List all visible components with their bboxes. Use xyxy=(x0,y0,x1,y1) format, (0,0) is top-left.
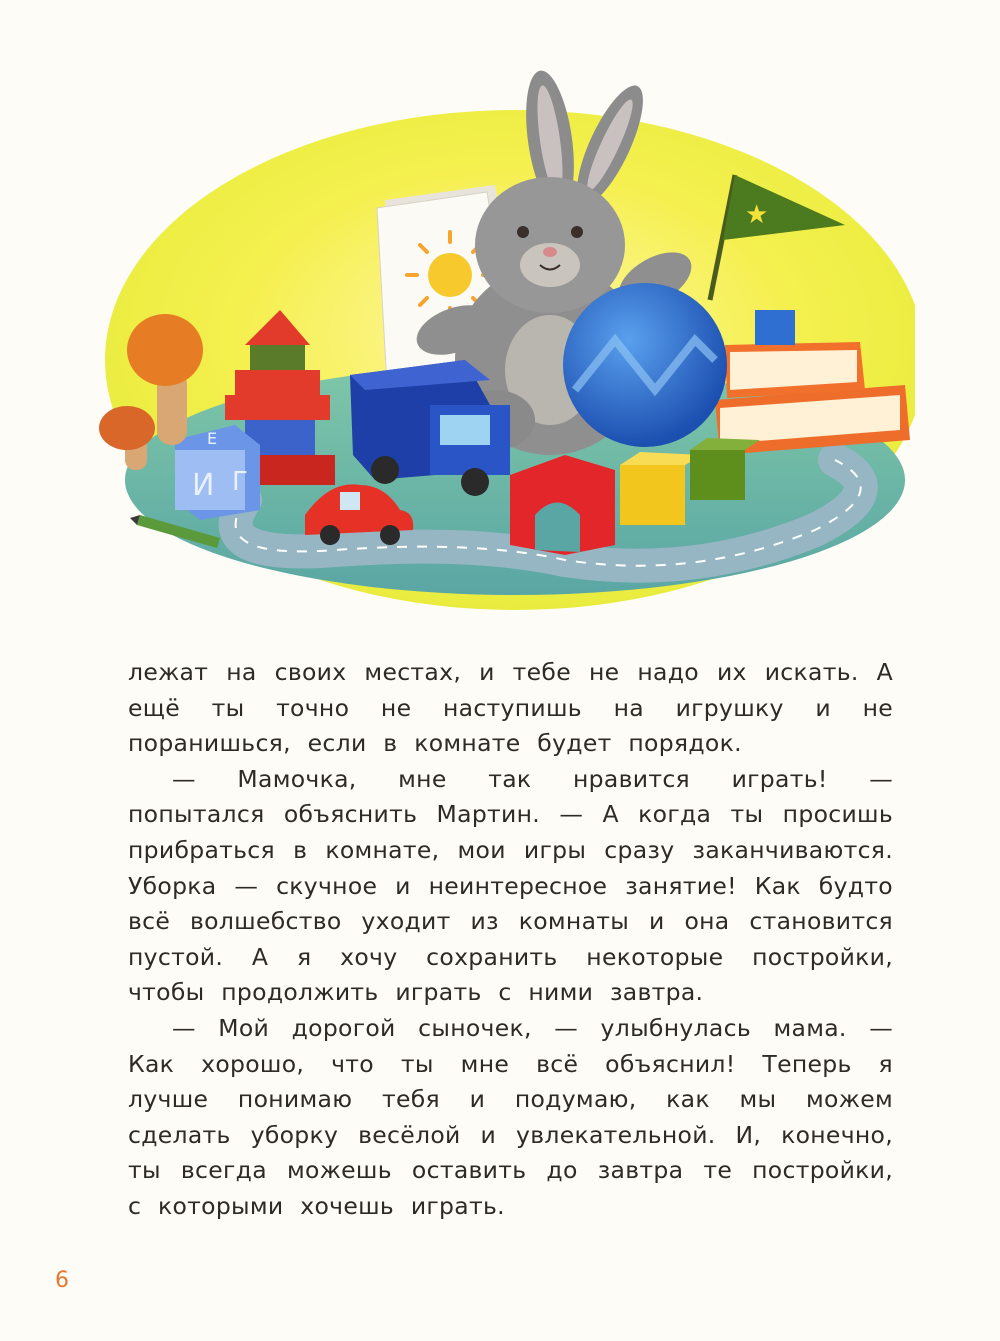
toys-illustration xyxy=(95,60,915,620)
toys-illustration-svg xyxy=(95,60,915,620)
sun-drawing xyxy=(428,253,472,297)
green-cube xyxy=(690,450,745,500)
toy-ball xyxy=(563,283,727,447)
yellow-cube xyxy=(620,465,685,525)
paragraph-continuation: лежат на своих местах, и тебе не надо их искать. А ещё ты точно не наступишь на игрушку и не поранишься, если в комнате будет порядок. xyxy=(128,658,893,758)
story-text xyxy=(128,655,893,1225)
letter-block xyxy=(175,425,260,520)
paragraph-mother-reply: — Мой дорогой сыночек, — улыбнулась мама. — Как хорошо, что ты мне всё объяснил! Теперь я лучше понимаю тебя и подумаю, как мы можем сделать уборку весёлой и увлекательной. И, конечно, ты всегда можешь оставить до завтра те постройки, с которыми хочешь играть. xyxy=(128,1013,893,1220)
svg-text:★: ★ xyxy=(745,200,769,230)
paragraph-martin-speech: — Мамочка, мне так нравится играть! — попытался объяснить Мартин. — А когда ты просишь прибраться в комнате, мои игры сразу заканчиваются. Уборка — скучное и неинтересное занятие! Как будто всё волшебство уходит из комнаты и она становится пустой. А я хочу сохранить некоторые постройки, чтобы продолжить играть с ними завтра. xyxy=(128,764,893,1007)
block-letter-front: И xyxy=(192,468,215,503)
arch-block xyxy=(510,455,615,555)
block-letter-top: Е xyxy=(207,429,218,448)
page-number: 6 xyxy=(55,1268,69,1293)
block-letter-side: Г xyxy=(232,467,248,497)
